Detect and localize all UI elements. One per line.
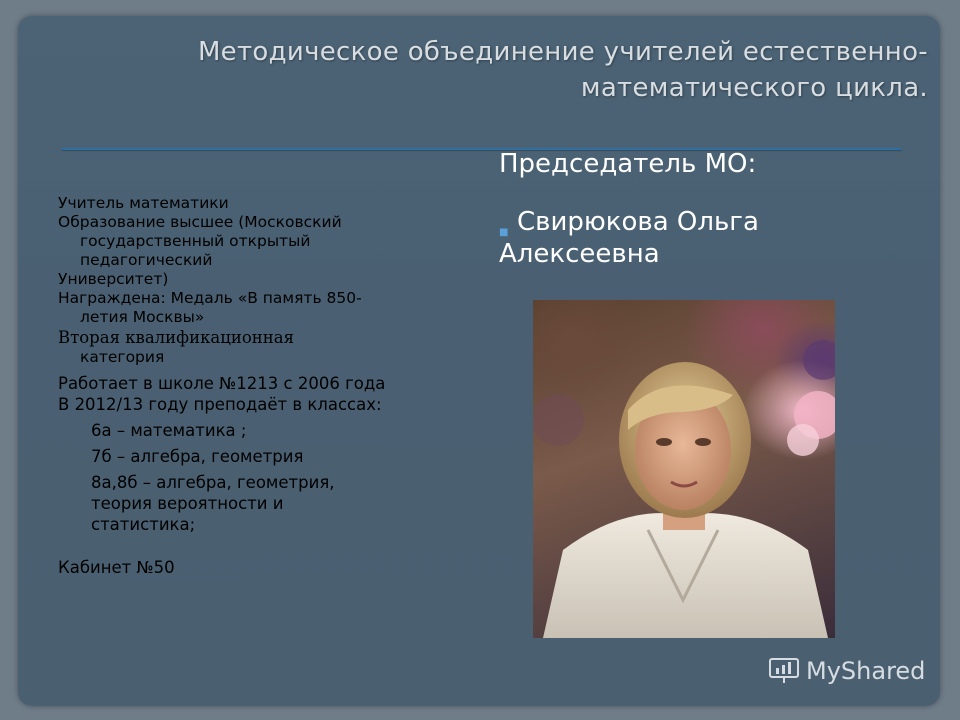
- class-item-3-cont-2: статистика;: [91, 515, 196, 534]
- class-item-3-cont-1: теория вероятности и: [91, 494, 284, 513]
- watermark-text: MyShared: [806, 657, 926, 685]
- education-cont-3: Университет): [58, 270, 169, 288]
- teacher-photo: [533, 300, 835, 638]
- education-cont-1: государственный открытый: [80, 232, 311, 250]
- classes-intro-text: В 2012/13 году преподаёт в классах:: [58, 395, 382, 414]
- award-text: Награждена: Медаль «В память 850-: [58, 289, 362, 307]
- slide: [18, 16, 940, 706]
- presentation-logo-icon: [768, 657, 800, 685]
- category-cont: категория: [80, 348, 165, 366]
- teacher-info: [58, 194, 478, 578]
- education-cont-2: педагогический: [80, 251, 213, 269]
- bullet-icon: ■: [499, 226, 509, 238]
- title-divider: [62, 148, 902, 150]
- class-item-3: 8а,8б – алгебра, геометрия,: [91, 473, 335, 492]
- category-text: Вторая квалификационная: [58, 328, 295, 347]
- chair-label: Председатель МО:: [499, 149, 757, 179]
- title-line-2: математического цикла.: [580, 73, 928, 103]
- class-item-2: 7б – алгебра, геометрия: [91, 447, 304, 466]
- chair-name-line-2: Алексеевна: [499, 239, 660, 269]
- position-text: Учитель математики: [58, 194, 229, 212]
- award-cont: летия Москвы»: [80, 308, 205, 326]
- class-item-1: 6а – математика ;: [91, 421, 247, 440]
- title-line-1: Методическое объединение учителей естественно-: [197, 37, 928, 67]
- slide-title: [188, 34, 928, 106]
- cabinet-text: Кабинет №50: [58, 558, 175, 577]
- chair-name-line-1: Свирюкова Ольга: [517, 207, 759, 237]
- myshared-watermark: [768, 656, 925, 686]
- chair-name: [499, 206, 879, 270]
- works-since-text: Работает в школе №1213 с 2006 года: [58, 374, 386, 393]
- portrait-illustration: [533, 300, 835, 638]
- education-text: Образование высшее (Московский: [58, 213, 342, 231]
